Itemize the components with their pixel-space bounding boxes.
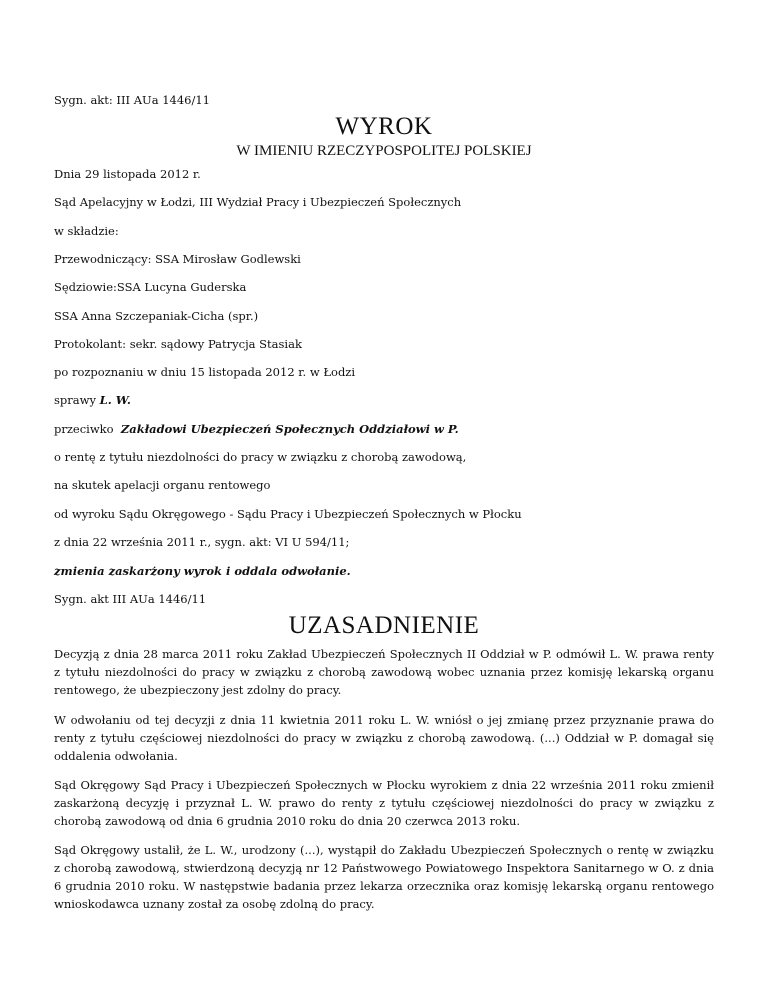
- case-subject: o rentę z tytułu niezdolności do pracy w związku z chorobą zawodową,: [54, 450, 467, 464]
- justification-paragraph-2: W odwołaniu od tej decyzji z dnia 11 kwietnia 2011 roku L. W. wniósł o jej zmianę przez przyznanie prawa do renty z tytułu częściowej niezdolności do pracy w związku z chorobą zawodową. (...) Oddział w P. domagał się oddalenia odwołania.: [54, 713, 714, 763]
- lower-court-judgment: od wyroku Sądu Okręgowego - Sądu Pracy i Ubezpieczeń Społecznych w Płocku: [54, 507, 522, 521]
- against-party-line: [54, 422, 459, 436]
- case-party-prefix: sprawy: [54, 393, 100, 407]
- hearing-info: po rozpoznaniu w dniu 15 listopada 2012 r. w Łodzi: [54, 365, 356, 379]
- case-party-name: L. W.: [99, 393, 131, 407]
- verdict-date: Dnia 29 listopada 2012 r.: [54, 167, 201, 181]
- document-title: WYROK: [335, 113, 433, 140]
- lower-judgment-date: z dnia 22 września 2011 r., sygn. akt: VI U 594/11;: [54, 535, 350, 549]
- composition-label: w składzie:: [54, 224, 119, 238]
- court-name: Sąd Apelacyjny w Łodzi, III Wydział Pracy i Ubezpieczeń Społecznych: [54, 195, 462, 209]
- justification-paragraph-4: Sąd Okręgowy ustalił, że L. W., urodzony (...), wystąpił do Zakładu Ubezpieczeń Społecznych o rentę w związku z chorobą zawodową, stwierdzoną decyzją nr 12 Państwowego Powiatowego Inspektora Sanitarnego w O. z dnia 6 grudnia 2010 roku. W następstwie badania przez lekarza orzecznika oraz komisję lekarską organu rentowego wnioskodawca uznany został za osobę zdolną do pracy.: [54, 843, 714, 911]
- case-party-line: [54, 393, 131, 407]
- judge-rapporteur: SSA Anna Szczepaniak-Cicha (spr.): [54, 309, 259, 323]
- judges: Sędziowie:SSA Lucyna Guderska: [54, 280, 247, 294]
- ruling: zmienia zaskarżony wyrok i oddala odwołanie.: [54, 564, 351, 578]
- presiding-judge: Przewodniczący: SSA Mirosław Godlewski: [54, 252, 301, 266]
- against-prefix: przeciwko: [54, 422, 121, 436]
- justification-paragraph-3: Sąd Okręgowy Sąd Pracy i Ubezpieczeń Społecznych w Płocku wyrokiem z dnia 22 września 2011 roku zmienił zaskarżoną decyzję i przyznał L. W. prawo do renty z tytułu częściowej niezdolności do pracy w związku z chorobą zawodową od dnia 6 grudnia 2010 roku do dnia 20 czerwca 2013 roku.: [54, 778, 714, 828]
- justification-title: UZASADNIENIE: [288, 612, 480, 639]
- court-clerk: Protokolant: sekr. sądowy Patrycja Stasiak: [54, 337, 302, 351]
- case-signature-top: Sygn. akt: III AUa 1446/11: [54, 93, 210, 107]
- appeal-info: na skutek apelacji organu rentowego: [54, 478, 271, 492]
- case-signature-justification: Sygn. akt III AUa 1446/11: [54, 592, 207, 606]
- against-party-name: Zakładowi Ubezpieczeń Społecznych Oddziałowi w P.: [120, 422, 459, 436]
- justification-paragraph-1: Decyzją z dnia 28 marca 2011 roku Zakład Ubezpieczeń Społecznych II Oddział w P. odmówił L. W. prawa renty z tytułu niezdolności do pracy w związku z chorobą zawodową wobec uznania przez komisję lekarską organu rentowego, że ubezpieczony jest zdolny do pracy.: [54, 647, 714, 697]
- document-subtitle: W IMIENIU RZECZYPOSPOLITEJ POLSKIEJ: [236, 143, 532, 159]
